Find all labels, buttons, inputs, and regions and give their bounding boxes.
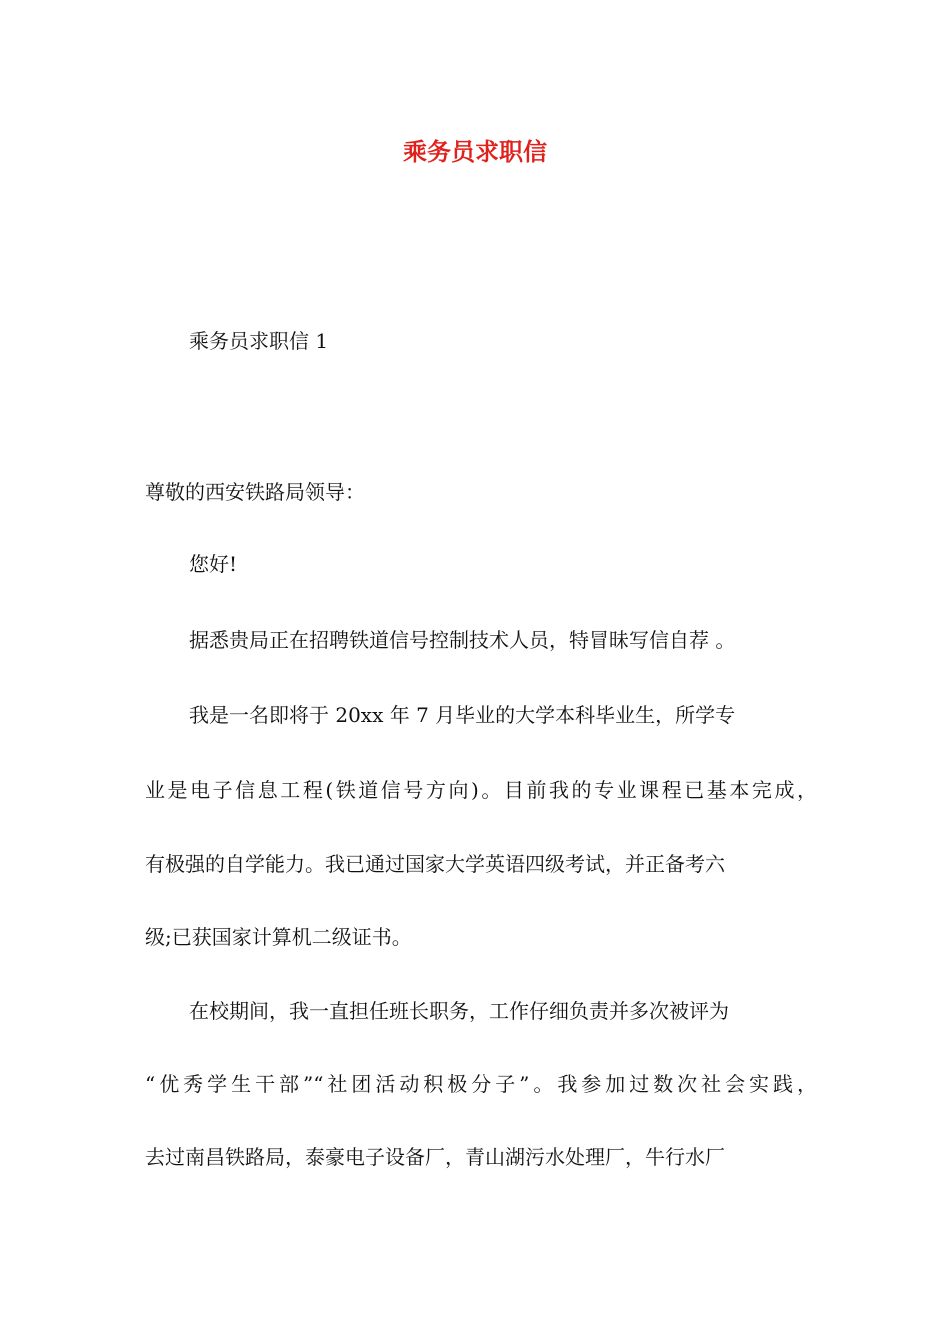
- paragraph-line: 据悉贵局正在招聘铁道信号控制技术人员，特冒昧写信自荐 。: [189, 628, 736, 652]
- paragraph-line: 去过南昌铁路局，泰豪电子设备厂，青山湖污水处理厂，牛行水厂: [145, 1145, 725, 1169]
- paragraph-line: “优秀学生干部”“社团活动积极分子”。我参加过数次社会实践，: [145, 1072, 817, 1096]
- paragraph-line: 在校期间，我一直担任班长职务，工作仔细负责并多次被评为: [189, 999, 729, 1023]
- paragraph-line: 有极强的自学能力。我已通过国家大学英语四级考试，并正备考六: [145, 852, 725, 876]
- paragraph-line: 我是一名即将于 20xx 年 7 月毕业的大学本科毕业生，所学专: [189, 703, 736, 727]
- paragraph-line: 级;已获国家计算机二级证书。: [145, 925, 412, 949]
- paragraph-line: 业是电子信息工程(铁道信号方向)。目前我的专业课程已基本完成，: [145, 778, 817, 802]
- document-title: 乘务员求职信: [403, 138, 547, 166]
- greeting: 您好!: [189, 552, 238, 576]
- salutation: 尊敬的西安铁路局领导：: [145, 480, 365, 504]
- section-heading: 乘务员求职信 1: [189, 329, 329, 353]
